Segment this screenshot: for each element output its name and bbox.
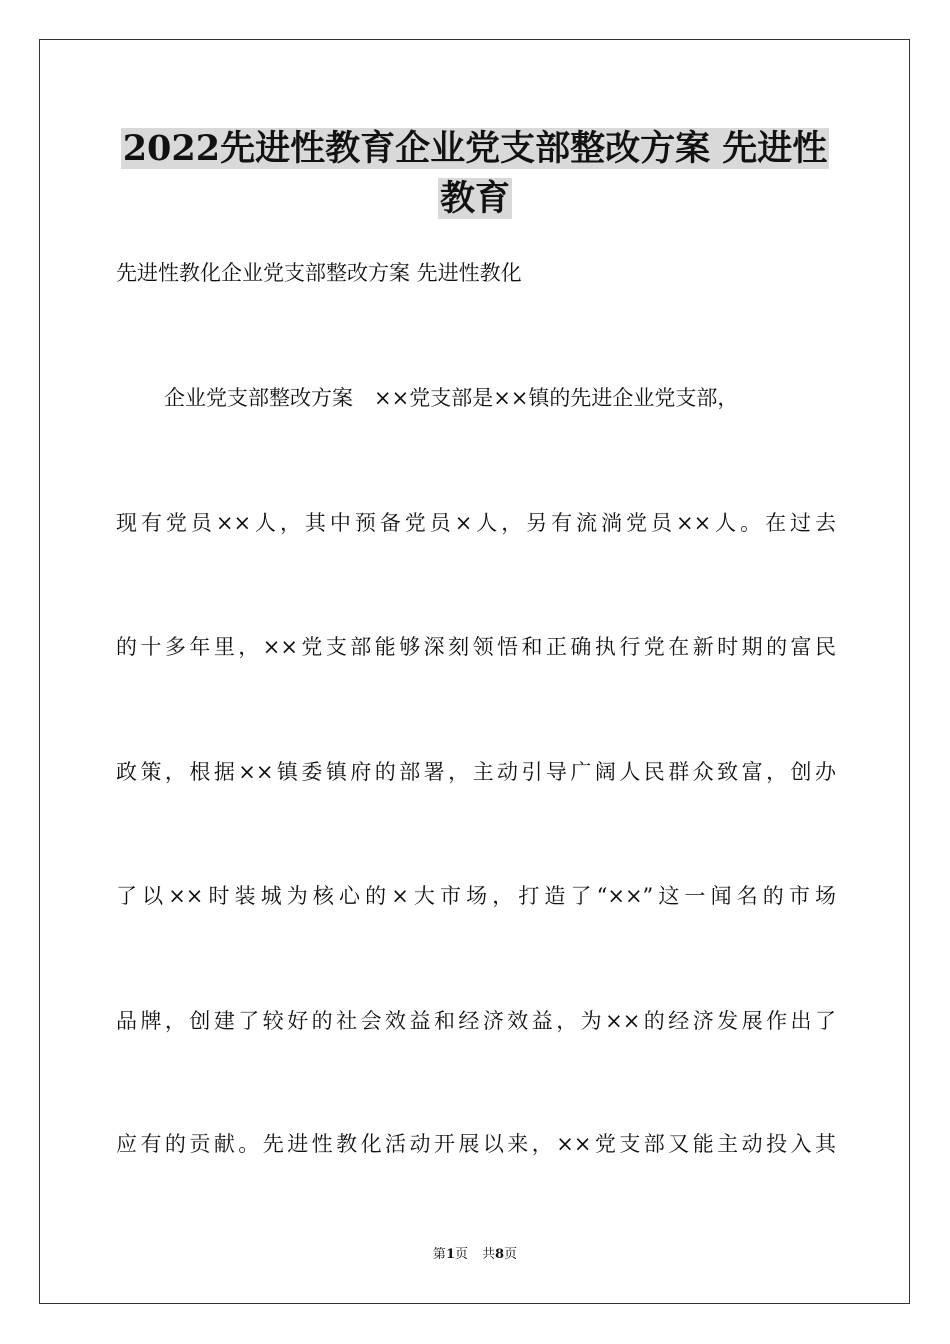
document-title [0,124,950,224]
page-footer [0,1246,950,1264]
footer-page-total: 8 [495,1247,505,1262]
body-line-5: 了以××时装城为核心的×大市场，打造了“××”这一闻名的市场 [116,884,836,908]
body-line-7: 应有的贡献。先进性教化活动开展以来，××党支部又能主动投入其 [116,1132,836,1156]
body-line-2: 现有党员××人，其中预备党员×人，另有流淌党员××人。在过去 [116,511,836,535]
body-line-6: 品牌，创建了较好的社会效益和经济效益，为××的经济发展作出了 [116,1009,836,1033]
footer-page-unit: 页 [454,1247,468,1262]
footer-page-prefix: 第 [432,1247,446,1262]
document-subtitle: 先进性教化企业党支部整改方案 先进性教化 [116,261,522,285]
title-line-1: 2022先进性教育企业党支部整改方案 先进性 [122,128,828,169]
body-line-4: 政策，根据××镇委镇府的部署，主动引导广阔人民群众致富，创办 [116,760,836,784]
footer-total-unit: 页 [504,1247,518,1262]
page-border [39,39,910,1304]
footer-page-current: 1 [445,1247,455,1262]
body-line-1: 企业党支部整改方案 ××党支部是××镇的先进企业党支部， [164,386,739,410]
body-line-3: 的十多年里，××党支部能够深刻领悟和正确执行党在新时期的富民 [116,635,836,659]
title-line-2: 教育 [439,178,510,219]
footer-total-prefix: 共 [482,1247,496,1262]
